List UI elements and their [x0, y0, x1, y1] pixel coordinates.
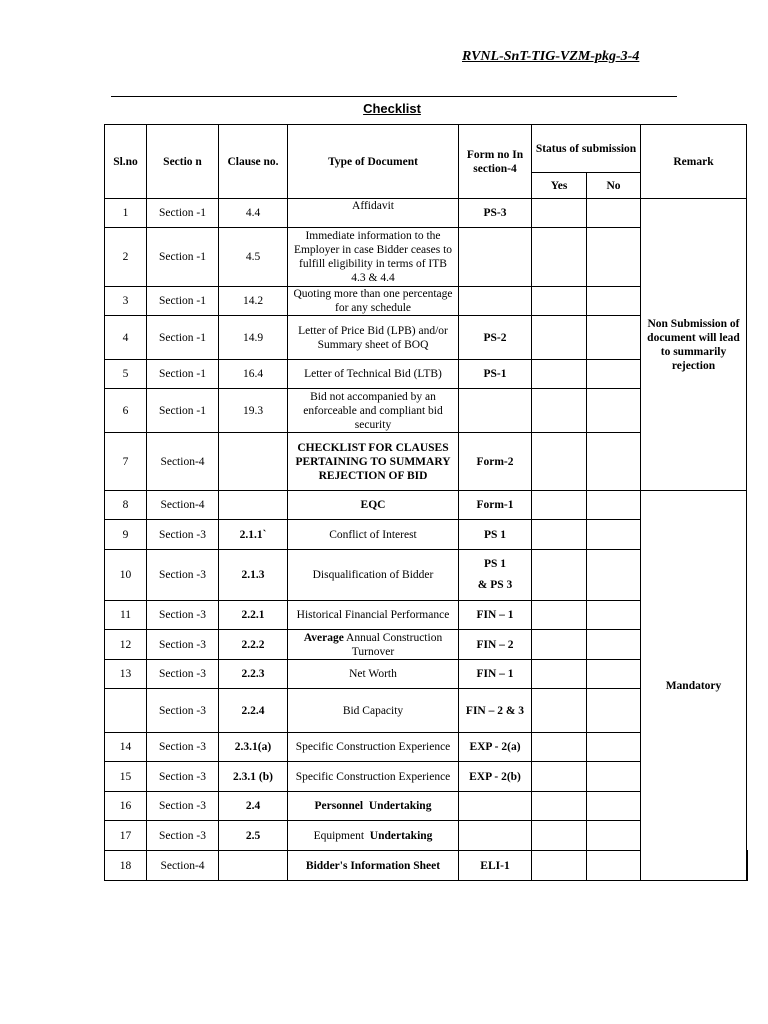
- cell-slno: 7: [105, 433, 147, 491]
- cell-clause: 4.4: [219, 199, 288, 228]
- cell-section: Section -3: [147, 689, 219, 733]
- cell-no: [587, 630, 641, 660]
- cell-clause: [219, 851, 288, 881]
- cell-no: [587, 199, 641, 228]
- cell-form: Form-1: [459, 491, 532, 520]
- cell-yes: [532, 491, 587, 520]
- cell-slno: 12: [105, 630, 147, 660]
- cell-form: PS 1: [459, 520, 532, 550]
- cell-section: Section -3: [147, 792, 219, 821]
- cell-no: [587, 389, 641, 433]
- type-bold-part: Undertaking: [366, 829, 433, 842]
- table-row: [105, 199, 748, 228]
- cell-form: [459, 821, 532, 851]
- remark-rejection: Non Submission of document will lead to summarily rejection: [641, 199, 747, 491]
- cell-yes: [532, 433, 587, 491]
- cell-yes: [532, 520, 587, 550]
- cell-section: Section -1: [147, 389, 219, 433]
- cell-type: Specific Construction Experience: [288, 733, 459, 762]
- cell-type: Net Worth: [288, 660, 459, 689]
- cell-form: PS-3: [459, 199, 532, 228]
- col-header-slno: Sl.no: [105, 125, 147, 199]
- col-header-section: Sectio n: [147, 125, 219, 199]
- cell-type: [288, 630, 459, 660]
- cell-form: [459, 228, 532, 287]
- cell-form: FIN – 1: [459, 660, 532, 689]
- remark-mandatory: Mandatory: [641, 491, 747, 881]
- cell-type: Immediate information to the Employer in case Bidder ceases to fulfill eligibility in terms of ITB 4.3 & 4.4: [288, 228, 459, 287]
- cell-no: [587, 821, 641, 851]
- cell-section: Section -1: [147, 360, 219, 389]
- cell-no: [587, 792, 641, 821]
- cell-section: Section -3: [147, 630, 219, 660]
- cell-section: Section -1: [147, 199, 219, 228]
- cell-form: EXP - 2(a): [459, 733, 532, 762]
- cell-form: ELI-1: [459, 851, 532, 881]
- cell-slno: 17: [105, 821, 147, 851]
- cell-form: [459, 389, 532, 433]
- cell-section: Section -3: [147, 550, 219, 601]
- header-row: [105, 125, 748, 173]
- cell-form: [459, 287, 532, 316]
- cell-type: Bid Capacity: [288, 689, 459, 733]
- cell-yes: [532, 733, 587, 762]
- cell-form: [459, 792, 532, 821]
- cell-slno: 8: [105, 491, 147, 520]
- cell-section: Section-4: [147, 433, 219, 491]
- cell-yes: [532, 228, 587, 287]
- cell-no: [587, 689, 641, 733]
- cell-slno: 11: [105, 601, 147, 630]
- cell-type: Bidder's Information Sheet: [288, 851, 459, 881]
- cell-slno: 15: [105, 762, 147, 792]
- cell-slno: 18: [105, 851, 147, 881]
- cell-no: [587, 851, 641, 881]
- col-header-yes: Yes: [532, 173, 587, 199]
- cell-yes: [532, 601, 587, 630]
- col-header-no: No: [587, 173, 641, 199]
- cell-clause: 2.2.1: [219, 601, 288, 630]
- cell-clause: 2.1.3: [219, 550, 288, 601]
- cell-yes: [532, 851, 587, 881]
- cell-clause: 14.2: [219, 287, 288, 316]
- cell-type: Personnel Undertaking: [288, 792, 459, 821]
- cell-form: FIN – 2 & 3: [459, 689, 532, 733]
- cell-form: EXP - 2(b): [459, 762, 532, 792]
- cell-type: Conflict of Interest: [288, 520, 459, 550]
- cell-type: Historical Financial Performance: [288, 601, 459, 630]
- cell-clause: 2.2.2: [219, 630, 288, 660]
- cell-form: FIN – 1: [459, 601, 532, 630]
- cell-clause: 2.5: [219, 821, 288, 851]
- cell-section: Section -3: [147, 660, 219, 689]
- cell-yes: [532, 762, 587, 792]
- cell-section: Section -1: [147, 316, 219, 360]
- cell-yes: [532, 792, 587, 821]
- cell-no: [587, 433, 641, 491]
- cell-type: Disqualification of Bidder: [288, 550, 459, 601]
- cell-yes: [532, 389, 587, 433]
- cell-slno: 13: [105, 660, 147, 689]
- cell-section: Section -3: [147, 520, 219, 550]
- checklist-table: [104, 124, 748, 881]
- cell-slno: 14: [105, 733, 147, 762]
- cell-slno: 2: [105, 228, 147, 287]
- cell-no: [587, 550, 641, 601]
- type-rest: Annual Construction Turnover: [343, 631, 443, 658]
- form-line-2: & PS 3: [477, 579, 513, 591]
- cell-no: [587, 762, 641, 792]
- col-header-type: Type of Document: [288, 125, 459, 199]
- cell-no: [587, 491, 641, 520]
- cell-slno: 16: [105, 792, 147, 821]
- cell-clause: 4.5: [219, 228, 288, 287]
- cell-form: FIN – 2: [459, 630, 532, 660]
- cell-clause: 2.3.1(a): [219, 733, 288, 762]
- form-line-1: PS 1: [483, 558, 507, 570]
- cell-type: Bid not accompanied by an enforceable and compliant bid security: [288, 389, 459, 433]
- cell-type: Letter of Technical Bid (LTB): [288, 360, 459, 389]
- header-divider: [111, 96, 677, 97]
- cell-form: [459, 550, 532, 601]
- cell-yes: [532, 630, 587, 660]
- cell-section: Section -1: [147, 228, 219, 287]
- cell-clause: 2.2.4: [219, 689, 288, 733]
- cell-clause: [219, 491, 288, 520]
- cell-no: [587, 520, 641, 550]
- cell-section: Section-4: [147, 851, 219, 881]
- cell-form: PS-1: [459, 360, 532, 389]
- cell-no: [587, 287, 641, 316]
- cell-section: Section-4: [147, 491, 219, 520]
- table-row: [105, 491, 748, 520]
- cell-no: [587, 316, 641, 360]
- cell-type: Affidavit: [288, 199, 459, 228]
- cell-slno: 10: [105, 550, 147, 601]
- cell-type: [288, 821, 459, 851]
- cell-slno: 3: [105, 287, 147, 316]
- cell-type: CHECKLIST FOR CLAUSES PERTAINING TO SUMMARY REJECTION OF BID: [288, 433, 459, 491]
- cell-section: Section -3: [147, 821, 219, 851]
- cell-section: Section -3: [147, 733, 219, 762]
- cell-clause: 19.3: [219, 389, 288, 433]
- type-bold-part: Average: [303, 631, 344, 644]
- cell-yes: [532, 550, 587, 601]
- cell-slno: 5: [105, 360, 147, 389]
- cell-slno: 9: [105, 520, 147, 550]
- cell-yes: [532, 199, 587, 228]
- cell-form: Form-2: [459, 433, 532, 491]
- cell-no: [587, 733, 641, 762]
- cell-clause: 2.3.1 (b): [219, 762, 288, 792]
- cell-no: [587, 660, 641, 689]
- cell-clause: 2.2.3: [219, 660, 288, 689]
- cell-clause: 16.4: [219, 360, 288, 389]
- cell-section: Section -3: [147, 762, 219, 792]
- cell-clause: 2.1.1`: [219, 520, 288, 550]
- col-header-remark: Remark: [641, 125, 747, 199]
- cell-no: [587, 601, 641, 630]
- cell-remark: [747, 851, 748, 881]
- cell-clause: [219, 433, 288, 491]
- cell-yes: [532, 821, 587, 851]
- cell-clause: 2.4: [219, 792, 288, 821]
- cell-yes: [532, 660, 587, 689]
- document-reference: RVNL-SnT-TIG-VZM-pkg-3-4: [462, 49, 640, 64]
- col-header-clause: Clause no.: [219, 125, 288, 199]
- cell-section: Section -1: [147, 287, 219, 316]
- cell-no: [587, 360, 641, 389]
- cell-slno: [105, 689, 147, 733]
- cell-yes: [532, 287, 587, 316]
- col-header-status: Status of submission: [532, 125, 641, 173]
- cell-slno: 1: [105, 199, 147, 228]
- cell-clause: 14.9: [219, 316, 288, 360]
- cell-no: [587, 228, 641, 287]
- cell-yes: [532, 360, 587, 389]
- cell-section: Section -3: [147, 601, 219, 630]
- cell-slno: 4: [105, 316, 147, 360]
- cell-yes: [532, 316, 587, 360]
- cell-type: EQC: [288, 491, 459, 520]
- cell-type: Specific Construction Experience: [288, 762, 459, 792]
- cell-yes: [532, 689, 587, 733]
- cell-type: Letter of Price Bid (LPB) and/or Summary sheet of BOQ: [288, 316, 459, 360]
- page-title: Checklist: [363, 101, 421, 116]
- cell-form: PS-2: [459, 316, 532, 360]
- type-plain-part: Equipment: [313, 829, 367, 842]
- col-header-form: Form no In section-4: [459, 125, 532, 199]
- cell-slno: 6: [105, 389, 147, 433]
- cell-type: Quoting more than one percentage for any schedule: [288, 287, 459, 316]
